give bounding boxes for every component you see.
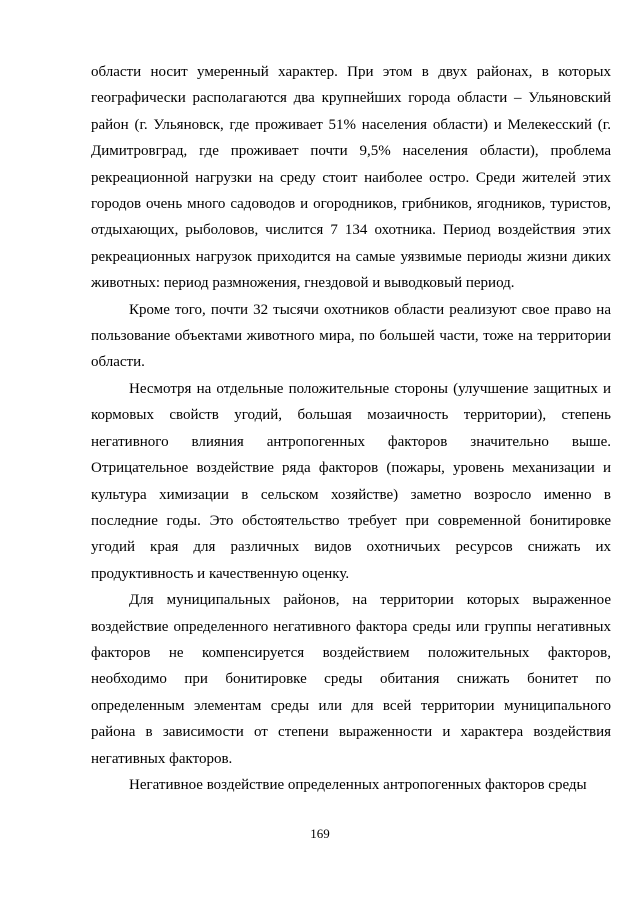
paragraph-3: Несмотря на отдельные положительные стороны (улучшение защитных и кормовых свойств угодий, большая мозаичность территории), степень негативного влияния антропогенных факторов значительно выше. Отрицательное воздействие ряда факторов (пожары, уровень механизации и культура химизации в сельском хозяйстве) заметно возросло именно в последние годы. Это обстоятельство требует при современной бонитировке угодий края для различных видов охотничьих ресурсов снижать их продуктивность и качественную оценку. (91, 380, 611, 582)
paragraph-2: Кроме того, почти 32 тысячи охотников области реализуют свое право на пользование объектами животного мира, по большей части, тоже на территории области. (91, 301, 611, 371)
paragraph-4: Для муниципальных районов, на территории которых выраженное воздействие определенного негативного фактора среды или группы негативных факторов не компенсируется воздействием положительных факторов, необходимо при бонитировке среды обитания снижать бонитет по определенным элементам среды или для всей территории муниципального района в зависимости от степени выраженности и характера воздействия негативных факторов. (91, 592, 611, 767)
page-number: 169 (310, 826, 330, 841)
body-text (91, 59, 611, 798)
paragraph-5: Негативное воздействие определенных антропогенных факторов среды (129, 776, 587, 793)
paragraph-1: области носит умеренный характер. При этом в двух районах, в которых географически располагаются два крупнейших города области – Ульяновский район (г. Ульяновск, где проживает 51% населения области) и Мелекесский (г. Димитровград, где проживает почти 9,5% населения области), проблема рекреационной нагрузки на среду стоит наиболее остро. Среди жителей этих городов очень много садоводов и огородников, грибников, ягодников, туристов, отдыхающих, рыболовов, числится 7 134 охотника. Период воздействия этих рекреационных нагрузок приходится на самые уязвимые периоды жизни диких животных: период размножения, гнездовой и выводковый период. (91, 64, 611, 292)
